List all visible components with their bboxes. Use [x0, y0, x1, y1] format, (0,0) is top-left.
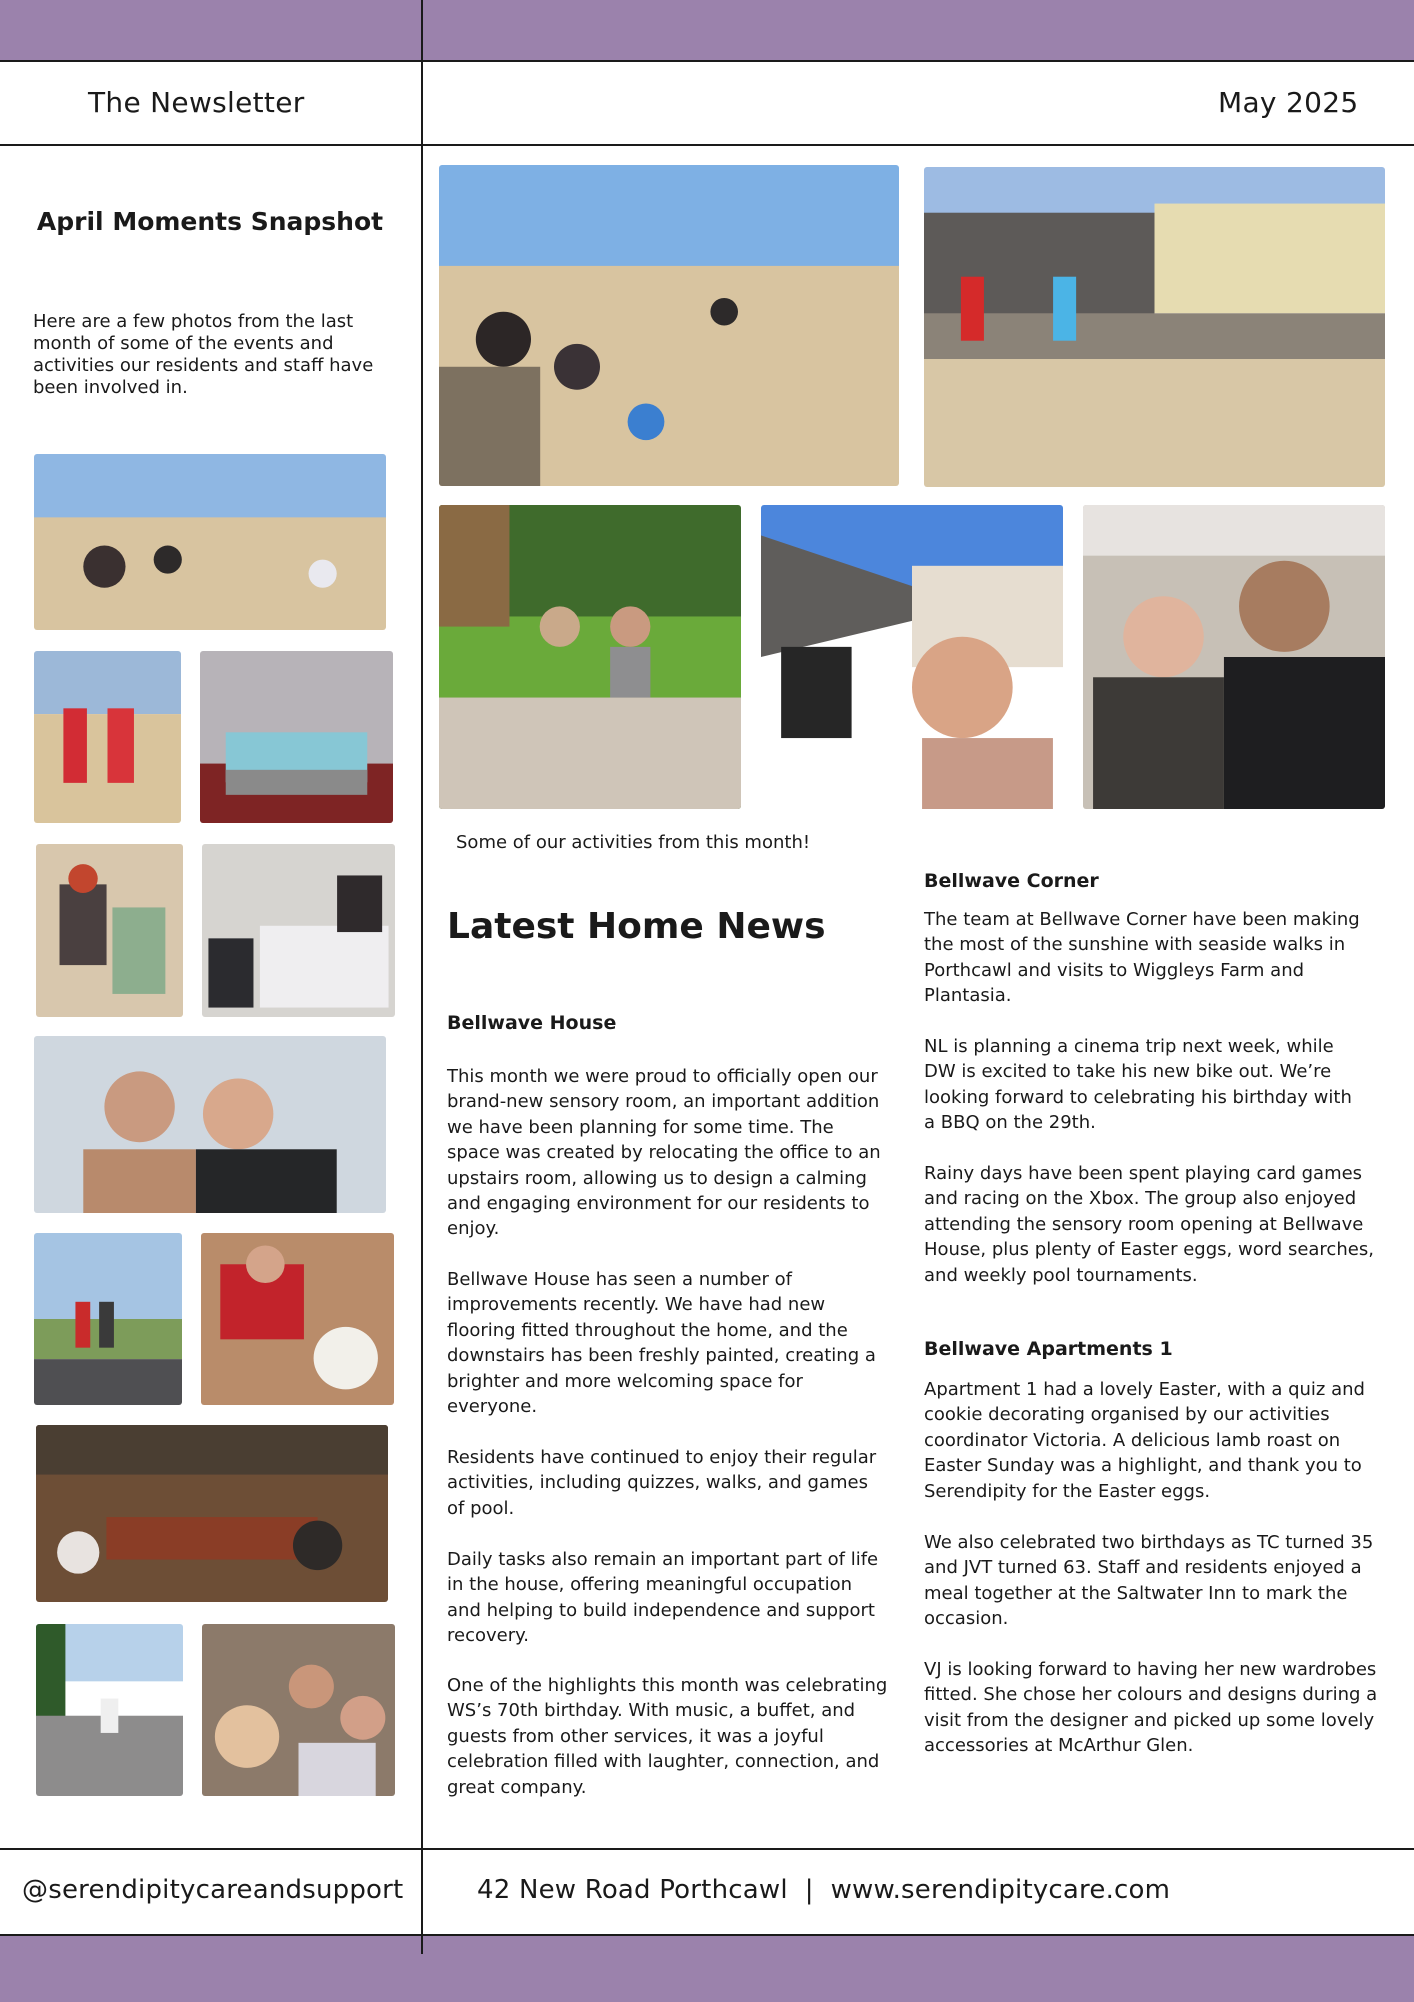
issue-date: May 2025	[1218, 86, 1359, 119]
footer-divider	[0, 1848, 1414, 1850]
outdoor-selfie-photo	[761, 505, 1063, 809]
section-heading-bellwave-house: Bellwave House	[447, 1012, 617, 1034]
group-meal-photo	[36, 1425, 388, 1602]
paragraph: The team at Bellwave Corner have been making the most of the sunshine with seaside walks in Porthcawl and visits to Wiggleys Farm and Plantasia.	[924, 909, 1360, 1007]
seafront-steps-photo	[924, 167, 1385, 487]
paragraph: Daily tasks also remain an important part of life in the house, offering meaningful occupation and helping to build independence and support recovery.	[447, 1549, 879, 1647]
paragraph: Apartment 1 had a lovely Easter, with a quiz and cookie decorating organised by our activities coordinator Victoria. A delicious lamb roast on Easter Sunday was a highlight, and thank you to Serendipity for the Easter eggs.	[924, 1379, 1365, 1502]
section-heading-bellwave-corner: Bellwave Corner	[924, 870, 1099, 892]
address-and-website: 42 New Road Porthcawl | www.serendipitycare.com	[477, 1875, 1171, 1905]
top-color-band	[0, 0, 1414, 62]
paragraph: Residents have continued to enjoy their regular activities, including quizzes, walks, and games of pool.	[447, 1447, 877, 1519]
bottom-color-band	[0, 1934, 1414, 2002]
friends-group-photo	[202, 1624, 395, 1796]
beach-group-photo	[34, 454, 386, 630]
beach-outing-photo	[439, 165, 899, 486]
paragraph: We also celebrated two birthdays as TC turned 35 and JVT turned 63. Staff and residents enjoyed a meal together at the Saltwater Inn to mark the occasion.	[924, 1532, 1374, 1630]
crafts-table-photo	[202, 844, 395, 1017]
social-handle: @serendipitycareandsupport	[22, 1875, 404, 1905]
paragraph: Bellwave House has seen a number of improvements recently. We have had new flooring fitted throughout the home, and the downstairs has been freshly painted, creating a brighter and more welcoming space for everyone.	[447, 1269, 876, 1418]
coastal-walk-photo	[34, 1233, 182, 1405]
sidebar-title: April Moments Snapshot	[36, 207, 384, 236]
cooking-photo	[36, 844, 183, 1017]
newsletter-title: The Newsletter	[88, 86, 305, 119]
cafe-photo	[201, 1233, 394, 1405]
header-divider	[0, 144, 1414, 146]
garden-gathering-photo	[439, 505, 741, 809]
column-divider	[421, 0, 423, 1954]
beach-pair-photo	[34, 651, 181, 823]
gallery-caption: Some of our activities from this month!	[456, 832, 811, 853]
paragraph: NL is planning a cinema trip next week, while DW is excited to take his new bike out. We’re looking forward to celebrating his birthday with a BBQ on the 29th.	[924, 1036, 1352, 1134]
paragraph: Rainy days have been spent playing card games and racing on the Xbox. The group also enjoyed attending the sensory room opening at Bellwave House, plus plenty of Easter eggs, word searches, and weekly pool tournaments.	[924, 1163, 1374, 1286]
paragraph: VJ is looking forward to having her new wardrobes fitted. She chose her colours and designs during a visit from the designer and picked up some lovely accessories at McArthur Glen.	[924, 1659, 1378, 1757]
pool-table-photo	[200, 651, 393, 823]
cycling-photo	[36, 1624, 183, 1796]
news-title: Latest Home News	[447, 906, 826, 947]
selfie-photo	[34, 1036, 386, 1213]
restaurant-friends-photo	[1083, 505, 1385, 809]
sidebar-intro: Here are a few photos from the last month of some of the events and activities our residents and staff have been involved in.	[33, 311, 374, 398]
paragraph: One of the highlights this month was celebrating WS’s 70th birthday. With music, a buffet, and guests from other services, it was a joyful celebration filled with laughter, connection, and great company.	[447, 1675, 888, 1798]
paragraph: This month we were proud to officially open our brand-new sensory room, an important addition we have been planning for some time. The space was created by relocating the office to an upstairs room, allowing us to design a calming and engaging environment for our residents to enjoy.	[447, 1066, 881, 1240]
section-heading-bellwave-apartments-1: Bellwave Apartments 1	[924, 1338, 1173, 1360]
